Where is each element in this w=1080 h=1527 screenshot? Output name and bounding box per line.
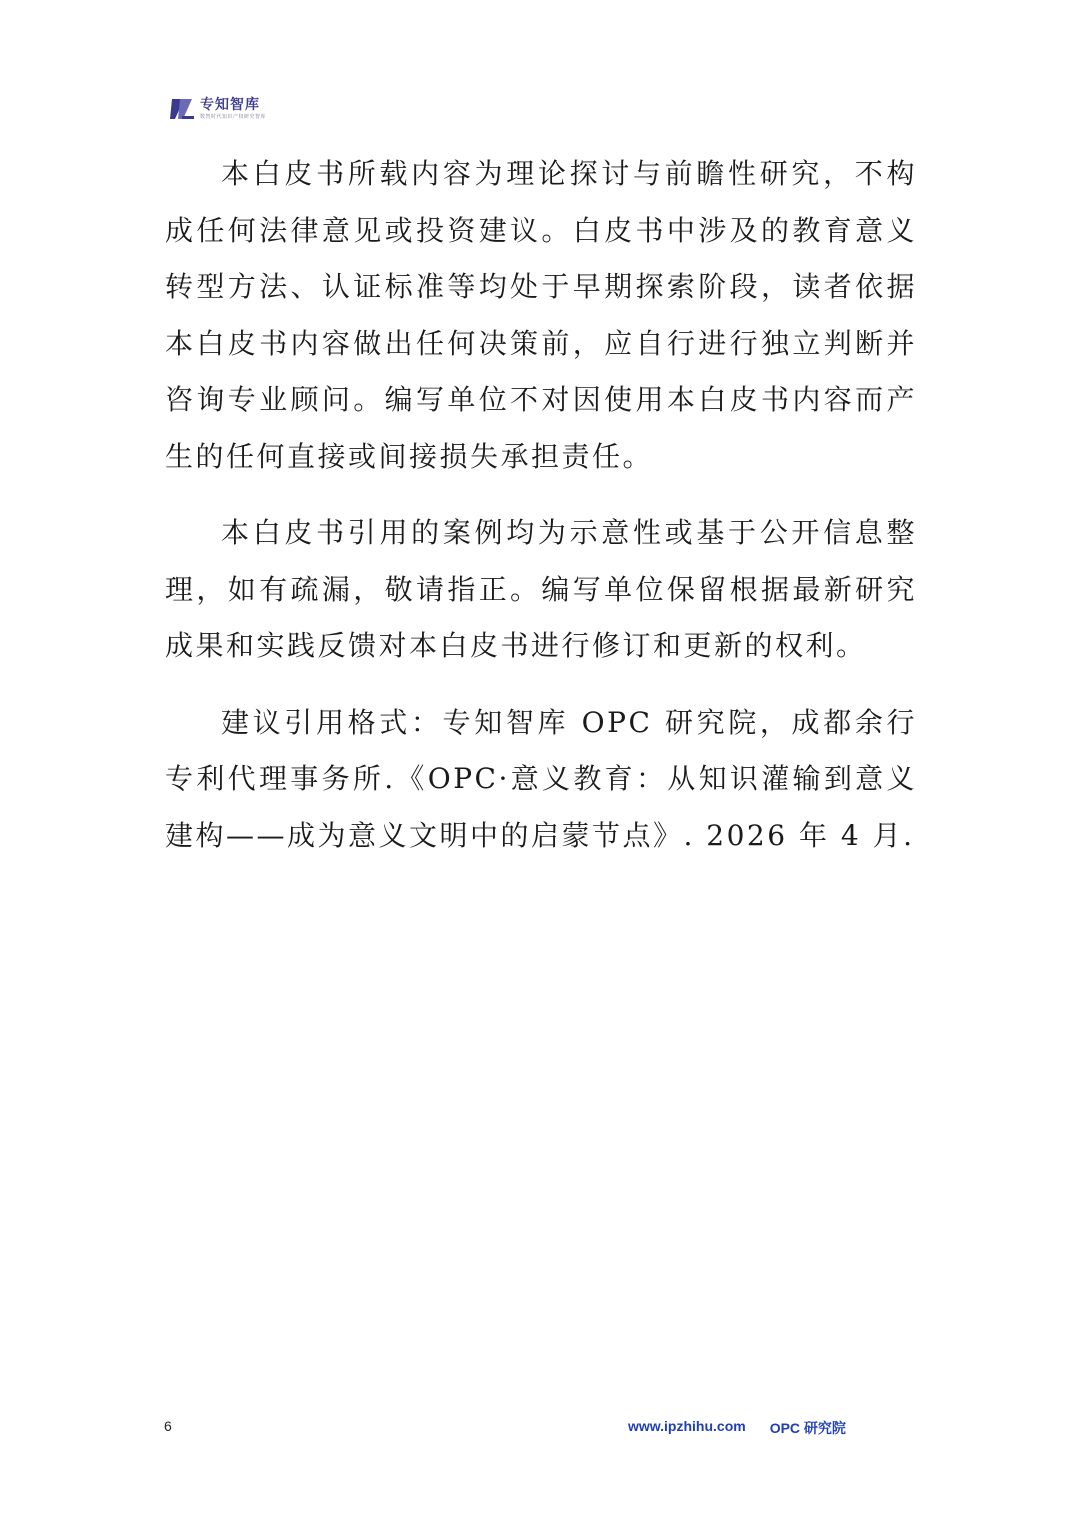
- org-name: OPC 研究院: [769, 1420, 846, 1436]
- footer-links: [628, 1418, 846, 1438]
- disclaimer-paragraph: 本白皮书所载内容为理论探讨与前瞻性研究，不构成任何法律意见或投资建议。白皮书中涉及的教育意义转型方法、认证标准等均处于早期探索阶段，读者依据本白皮书内容做出任何决策前，应自行进行独立判断并咨询专业顾问。编写单位不对因使用本白皮书内容而产生的任何直接或间接损失承担责任。: [165, 157, 917, 473]
- brand-slogan: 数智时代知识产权研究智库: [200, 114, 267, 120]
- website-link[interactable]: www.ipzhihu.com: [628, 1418, 746, 1434]
- header-logo: [170, 96, 266, 122]
- zz-logo-icon: [170, 96, 196, 122]
- brand-name: 专知智库: [200, 97, 260, 113]
- logo-text: [200, 98, 266, 120]
- case-note-paragraph: 本白皮书引用的案例均为示意性或基于公开信息整理，如有疏漏，敬请指正。编写单位保留根据最新研究成果和实践反馈对本白皮书进行修订和更新的权利。: [165, 516, 917, 662]
- citation-paragraph: 建议引用格式：专知智库 OPC 研究院，成都余行专利代理事务所.《OPC·意义教育：从知识灌输到意义建构——成为意义文明中的启蒙节点》. 2026 年 4 月.: [165, 705, 917, 852]
- document-body: [165, 146, 917, 864]
- page-number: 6: [164, 1418, 172, 1434]
